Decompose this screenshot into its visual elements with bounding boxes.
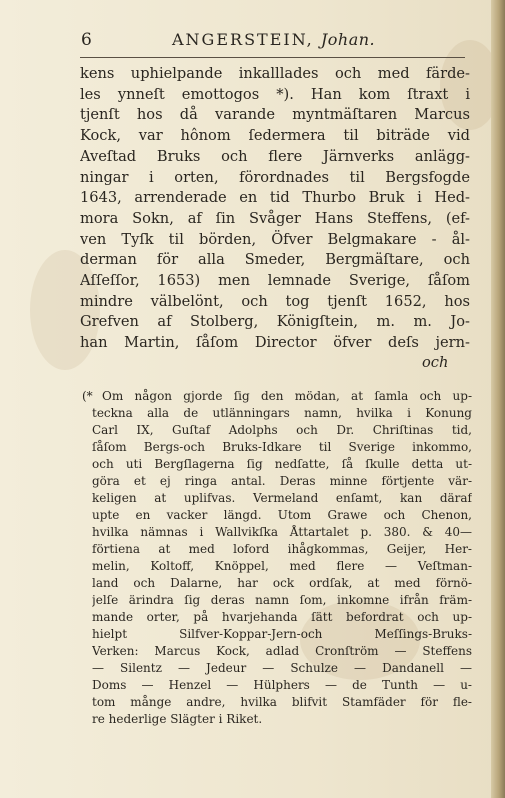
page-header bbox=[0, 30, 505, 56]
footnote-line: förtiena at med loford ihågkommas, Geijer, Her- bbox=[92, 542, 472, 556]
footnote-line: upte en vacker längd. Utom Grawe och Chenon, bbox=[92, 508, 472, 522]
text-line: kens uphielpande inkalllades och med färde- bbox=[80, 65, 470, 82]
text-line: tjenſt hos då varande myntmäſtaren Marcus bbox=[80, 106, 470, 124]
footnote-line: Verken: Marcus Kock, adlad Cronſtröm — Steffens bbox=[92, 644, 472, 658]
footnote-line: Doms — Henzel — Hülphers — de Tunth — u- bbox=[92, 678, 472, 692]
footnote-line: och uti Bergſlagerna ſig nedſatte, ſå ſkulle detta ut- bbox=[92, 457, 472, 471]
footnote-line: göra et ej ringa antal. Deras minne förtjente vär- bbox=[92, 474, 472, 488]
footnote-line: hielpt Silfver-Koppar-Jern-och Meſſings-Bruks- bbox=[92, 627, 472, 641]
footnote-line: melin, Koltoff, Knöppel, med flere — Veſtman- bbox=[92, 559, 472, 573]
footnote-line: mande orter, på hvarjehanda ſätt befordrat och up- bbox=[92, 610, 472, 624]
footnote-line: — Silentz — Jedeur — Schulze — Dandanell — bbox=[92, 661, 472, 675]
footnote-line: ſåſom Bergs-och Bruks-Idkare til Sverige inkommo, bbox=[92, 440, 472, 454]
footnote-line: re hederlige Slägter i Riket. bbox=[92, 712, 263, 726]
text-line: Kock, var hônom ſedermera til biträde vid bbox=[80, 127, 470, 145]
footnote-line: land och Dalarne, har ock ordſak, at med förnö- bbox=[92, 576, 472, 590]
footnote-line: tom månge andre, hvilka blifvit Stamfäder för fle- bbox=[92, 695, 472, 709]
text-line: han Martin, ſåſom Director öfver deſs jern- bbox=[80, 334, 470, 352]
page-number: 6 bbox=[81, 30, 92, 50]
text-line: derman för alla Smeder, Bergmäſtare, och bbox=[80, 251, 470, 269]
main-text-block bbox=[80, 64, 470, 354]
footnote bbox=[82, 388, 472, 728]
running-head-given-name: Johan. bbox=[320, 30, 376, 49]
text-line: ven Tyſk til börden, Öfver Belgmakare - ål- bbox=[80, 230, 470, 248]
running-head bbox=[172, 30, 375, 49]
footnote-line: Om någon gjorde ſig den mödan, at ſamla och up- bbox=[102, 389, 472, 403]
header-rule bbox=[80, 57, 465, 58]
footnote-line: keligen at uplifvas. Vermeland enſamt, kan däraf bbox=[92, 491, 472, 505]
footnote-line: teckna alla de utlänningars namn, hvilka i Konung bbox=[92, 406, 472, 420]
footnote-line: jelſe ärindra ſig deras namn ſom, inkomne ifrån främ- bbox=[92, 593, 472, 607]
text-line: 1643, arrenderade en tid Thurbo Bruk i Hed- bbox=[80, 189, 470, 207]
footnote-line: Carl IX, Guſtaf Adolphs och Dr. Chriſtinas tid, bbox=[92, 423, 472, 437]
footnote-marker: (* bbox=[82, 389, 93, 403]
footnote-line: hvilka nämnas i Wallvikſka Åttartalet p. 380. & 40— bbox=[92, 525, 472, 539]
running-head-surname: ANGERSTEIN, bbox=[172, 30, 314, 49]
text-line: les ynneſt emottogos *). Han kom ſtraxt i bbox=[80, 85, 470, 103]
text-line: ningar i orten, förordnades til Bergsfogde bbox=[80, 168, 470, 186]
text-line: mindre välbelönt, och tog tjenſt 1652, hos bbox=[80, 292, 470, 310]
catchword: och bbox=[422, 354, 449, 371]
text-line: Grefven af Stolberg, Königſtein, m. m. Jo- bbox=[80, 313, 470, 331]
text-line: mora Sokn, af ſin Svåger Hans Steffens, (ef- bbox=[80, 209, 470, 227]
text-line: Aveſtad Bruks och flere Järnverks anlägg- bbox=[80, 147, 470, 165]
text-line: Aſſeſſor, 1653) men lemnade Sverige, ſåſom bbox=[80, 272, 470, 290]
page-edge bbox=[491, 0, 505, 798]
